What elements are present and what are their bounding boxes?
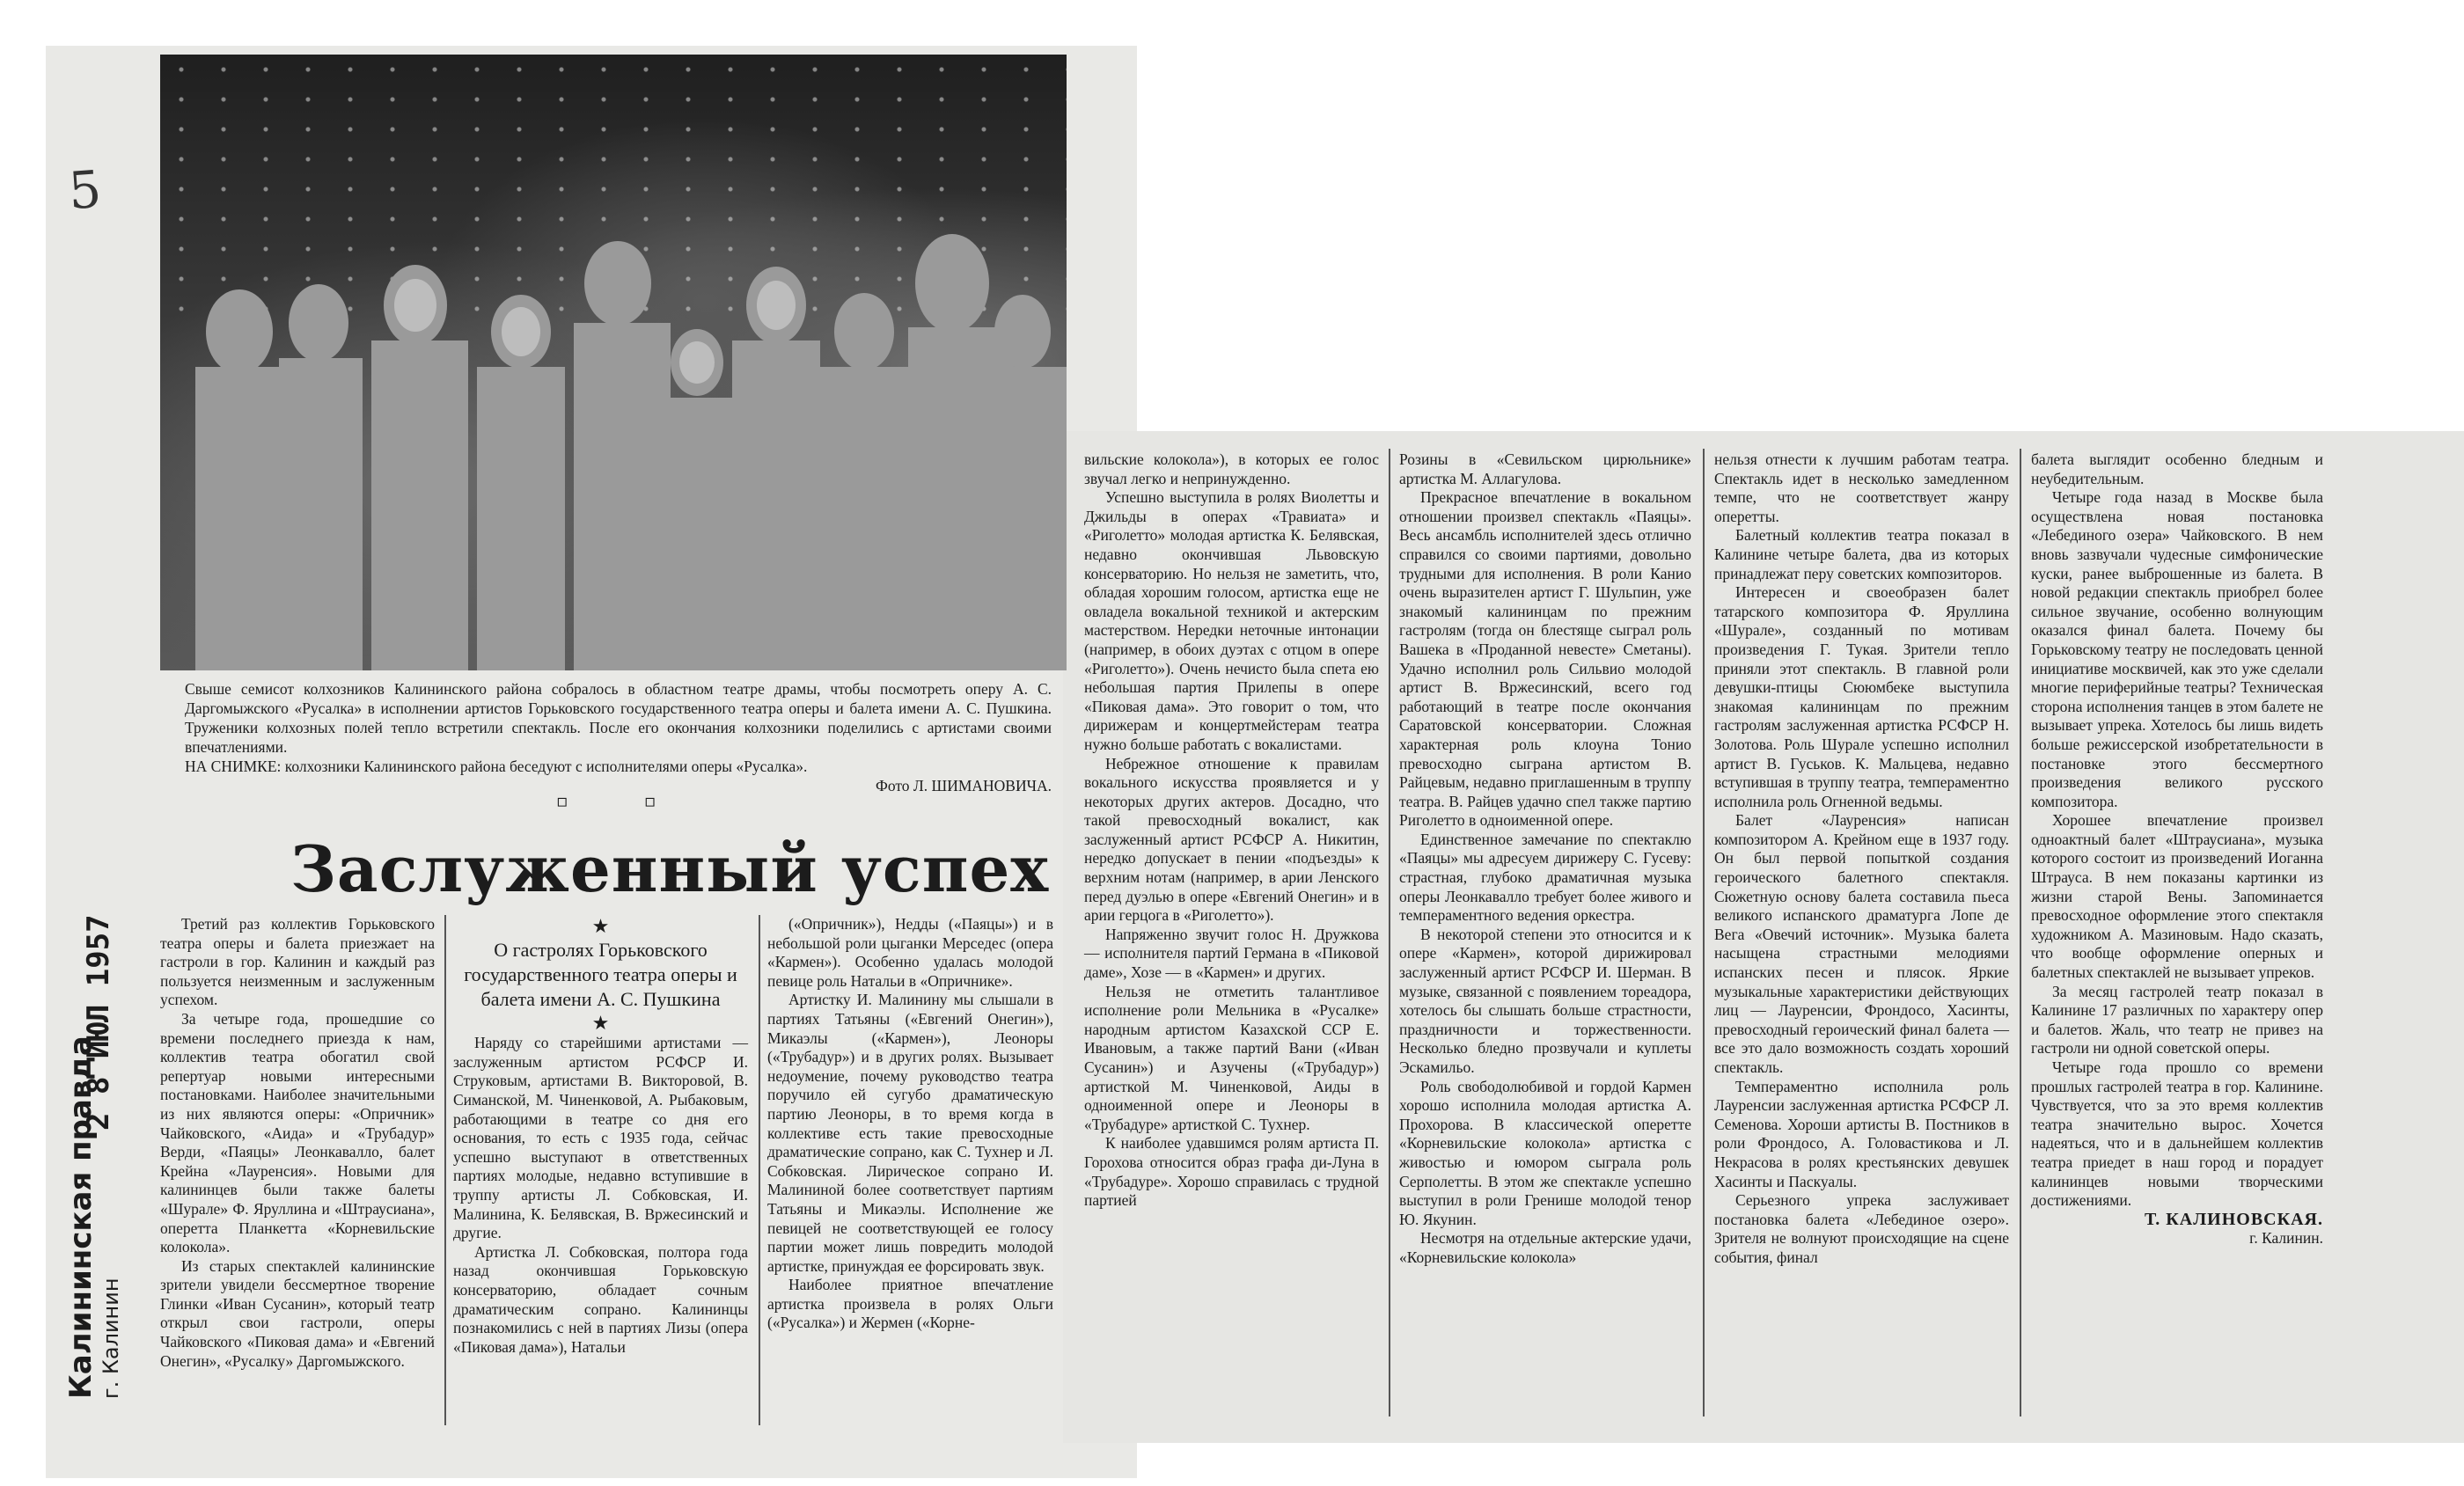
paragraph: Прекрасное впечатление в вокальном отношении произвел спектакль «Паяцы». Весь ансамбль исполнителей здесь отлично справился со своими партиями, довольно трудными для исполнения. В роли Канио очень выразителен артист Г. Шульпин, уже знакомый калининцам по прежним гастролям (тогда он блестяще сыграл роль Вашека в «Проданной невесте» Сметаны). Удачно исполнил роль Сильвио молодой артист В. Вржесинский, всего год работающий в театре после окончания Саратовской консерватории. Сложная характерная роль клоуна Тонио превосходно сыграна артистом В. Райцевым, недавно приглашенным в труппу театра. В. Райцев удачно спел также партию Риголетто в одноименной опере.	[1399, 488, 1691, 830]
caption-photo-label: НА СНИМКЕ: колхозники Калининского района беседуют с исполнителями оперы «Русалка».	[185, 758, 808, 775]
paragraph: Успешно выступила в ролях Виолетты и Джильды в операх «Травиата» и «Риголетто» молодая артистка К. Белявская, недавно окончившая Львовскую консерваторию. Но нельзя не заметить, что, обладая хорошим голосом, артистка еще не овладела вокальной техникой и актерским мастерством. Нередки неточные интонации (например, в обоих дуэтах с отцом в опере «Риголетто»). Очень нечисто была спета ею небольшая партия Прилепы в опере «Пиковая дама». Это говорит о том, что дирижерам и концертмейстерам театра нужно больше работать с вокалистами.	[1084, 488, 1379, 753]
column-divider	[759, 915, 760, 1425]
masthead-paper: Калининская правда	[63, 1036, 99, 1399]
column-2	[453, 915, 748, 1357]
people-silhouettes	[160, 209, 1067, 670]
photo-caption	[185, 679, 1052, 795]
paragraph: За четыре года, прошедшие со времени последнего приезда к нам, коллектив театра обогатил свой репертуар новыми интересными постановками. Наиболее значительными из них являются оперы: «Опричник» Чайковского, «Аида» и «Трубадур» Верди, «Паяцы» Леонкавалло, балет Крейна «Лауренсия». Новыми для калининцев были также балеты «Шурале» Ф. Яруллина и «Штраусиана», оперетта Планкетта «Корневильские колокола».	[160, 1009, 435, 1256]
column-6	[1714, 450, 2009, 1268]
paragraph: Наряду со старейшими артистами — заслуженным артистом РСФСР И. Струковым, артистами В. Викторовой, В. Симанской, М. Чиненковой, А. Рыбаковым, работающими в театре со дня его основания, то есть с 1935 года, сейчас успешно выступают в ответственных партиях молодые, недавно вступившие в труппу артисты Л. Собковская, И. Малинина, К. Белявская, В. Вржесинский и другие.	[453, 1034, 748, 1242]
paragraph: Серьезного упрека заслуживает постановка балета «Лебединое озеро». Зрителя не волнуют происходящие на сцене события, финал	[1714, 1191, 2009, 1266]
paragraph: Хорошее впечатление произвел одноактный балет «Штраусиана», музыка которого состоит из произведений Иоганна Штрауса. В нем показаны картинки из жизни старой Вены. Запоминается превосходное оформление этого спектакля художником А. Мазиновым. Надо сказать, что вообще оформление оперных и балетных спектаклей не вызывает упреков.	[2031, 811, 2323, 982]
paragraph: Розины в «Севильском цирюльнике» артистка М. Аллагулова.	[1399, 450, 1691, 487]
paragraph: Несмотря на отдельные актерские удачи, «Корневильские колокола»	[1399, 1229, 1691, 1266]
paragraph: Артистку И. Малинину мы слышали в партиях Татьяны («Евгений Онегин»), Микаэлы («Кармен»), Леоноры («Трубадур») и в других ролях. Вызывает недоумение, почему руководство театра поручило ей сугубо драматическую партию Леоноры, в то время когда в коллективе есть такие превосходные драматические сопрано, как С. Тухнер и Л. Собковская. Лирическое сопрано И. Малининой более соответствует партиям Татьяны и Микаэлы. Исполнение же певицей не соответствующей ее голосу партии может лишь повредить молодой артистке, принуждая ее форсировать звук.	[767, 991, 1053, 1275]
column-4	[1084, 450, 1379, 1211]
paragraph: Четыре года прошло со времени прошлых гастролей театра в гор. Калинине. Чувствуется, что за это время коллектив театра значительно вырос. Хочется надеяться, что и в дальнейшем коллектив театра приедет в наш город и порадует калининцев новыми творческими достижениями.	[2031, 1058, 2323, 1210]
masthead	[63, 1036, 123, 1399]
paragraph: В некоторой степени это относится и к опере «Кармен», которой дирижировал заслуженный артист РСФСР И. Шерман. В музыке, связанной с появлением тореадора, хотелось бы слышать больше страстности, праздничности и торжественности. Несколько бледно прозвучали и куплеты Эскамильо.	[1399, 925, 1691, 1076]
paragraph: балета выглядит особенно бледным и неубедительным.	[2031, 450, 2323, 487]
paragraph: Четыре года назад в Москве была осуществлена новая постановка «Лебединого озера» Чайковского. В нем вновь зазвучали чудесные симфонические куски, ранее выброшенные из балета. В новой редакции спектакль приобрел более сильное звучание, особенно волнующим оказался финал балета. Почему бы Горьковскому театру не последовать ценной инициативе москвичей, как это уже сделали многие периферийные театры? Техническая сторона исполнения танцев в этом балете не вызывает упрека. Хотелось бы лишь видеть больше режиссерской изобретательности в постановке этого бессмертного произведения великого русского композитора.	[2031, 488, 2323, 810]
paragraph: («Опричник»), Недды («Паяцы») и в небольшой роли цыганки Мерседес (опера «Кармен»). Особенно удалась молодой певице роль Натальи в «Опричнике».	[767, 915, 1053, 990]
paragraph: Балет «Лауренсия» написан композитором А. Крейном еще в 1937 году. Он был первой попыткой создания героического балетного спектакля. Сюжетную основу балета составила пьеса великого испанского драматурга Лопе де Вега «Овечий источник». Музыка балета насыщена страстными мелодиями испанских песен и плясок. Яркие музыкальные характеристики действующих лиц — Лауренсии, Фрондосо, Хасинты, превосходный героический финал балета — все это дало возможность создать хороший спектакль.	[1714, 811, 2009, 1076]
date-stamp: 2 8 ИЮЛ 1957	[81, 914, 116, 1131]
column-divider	[444, 915, 446, 1425]
caption-text: Свыше семисот колхозников Калининского района собралось в областном театре драмы, чтобы посмотреть оперу А. С. Даргомыжского «Русалка» в исполнении артистов Горьковского государственного театра оперы и балета имени А. С. Пушкина. Труженики колхозных полей тепло встретили спектакль. После его окончания колхозники поделились с артистами своими впечатлениями.	[185, 680, 1052, 756]
paragraph: За месяц гастролей театр показал в Калинине 17 различных по характеру опер и балетов. Жаль, что театр не привез на гастроли ни одной советской оперы.	[2031, 982, 2323, 1058]
paragraph: К наиболее удавшимся ролям артиста П. Горохова относится образ графа ди-Луна в «Трубадуре». Хорошо справилась с трудной партией	[1084, 1134, 1379, 1210]
paragraph: Третий раз коллектив Горьковского театра оперы и балета приезжает на гастроли в гор. Калинин и каждый раз пользуется неизменным и заслуженным успехом.	[160, 915, 435, 1009]
paragraph: Единственное замечание по спектаклю «Паяцы» мы адресуем дирижеру С. Гусеву: страстная, глубоко драматичная музыка оперы Леонкавалло требует более живого и темпераментного ведения оркестра.	[1399, 830, 1691, 925]
author-place: г. Калинин.	[2249, 1229, 2323, 1248]
paragraph: Артистка Л. Собковская, полтора года назад окончившая Горьковскую консерваторию, обладает сочным драматическим сопрано. Калининцы познакомились с ней в партиях Лизы (опера «Пиковая дама»), Натальи	[453, 1242, 748, 1356]
column-divider	[1703, 449, 1705, 1416]
paragraph: Наиболее приятное впечатление артистка произвела в ролях Ольги («Русалка») и Жермен («Корне-	[767, 1276, 1053, 1332]
star-ornament: ★	[591, 915, 610, 937]
paragraph: Из старых спектаклей калининские зрители увидели бессмертное творение Глинки «Иван Сусанин», который театр открыл свои гастроли, оперы Чайковского «Пиковая дама» и «Евгений Онегин», «Русалку» Даргомыжского.	[160, 1256, 435, 1370]
photo	[160, 55, 1067, 670]
photo-credit: Фото Л. ШИМАНОВИЧА.	[876, 777, 1052, 794]
paragraph: Роль свободолюбивой и гордой Кармен хорошо исполнила молодая артистка А. Прохорова. В классической оперетте «Корневильские колокола» артистка с живостью и юмором сыграла роль Серполетты. В этом же спектакле успешно выступил в роли Гренише молодой тенор Ю. Якунин.	[1399, 1077, 1691, 1228]
paragraph: Интересен и своеобразен балет татарского композитора Ф. Яруллина «Шурале», созданный по мотивам произведения Г. Тукая. Зрители тепло приняли этот спектакль. В главной роли девушки-птицы Сююмбеке выступила знакомая калининцам по прежним гастролям заслуженная артистка РСФСР Н. Золотова. Роль Шурале успешно исполнил артист В. Гуськов. К. Мальцева, недавно вступившая в труппу театра, темпераментно исполнила роль Огненной ведьмы.	[1714, 583, 2009, 810]
paragraph: Балетный коллектив театра показал в Калинине четыре балета, два из которых принадлежат перу советских композиторов.	[1714, 526, 2009, 582]
article-subhead: О гастролях Горьковского государственного театра оперы и балета имени А. С. Пушкина	[464, 938, 737, 1010]
author-signature: Т. КАЛИНОВСКАЯ.	[2144, 1209, 2323, 1229]
paragraph: вильские колокола»), в которых ее голос звучал легко и непринужденно.	[1084, 450, 1379, 487]
paragraph: нельзя отнести к лучшим работам театра. Спектакль идет в несколько замедленном темпе, что не соответствует жанру оперетты.	[1714, 450, 2009, 525]
masthead-city: г. Калинин	[99, 1277, 123, 1399]
column-5	[1399, 450, 1691, 1268]
column-1	[160, 915, 435, 1371]
column-divider	[2020, 449, 2021, 1416]
paragraph: Напряженно звучит голос Н. Дружкова — исполнителя партий Германа в «Пиковой даме», Хозе — в «Кармен» и других.	[1084, 925, 1379, 982]
column-divider	[1389, 449, 1390, 1416]
ornament: ▫ ▫	[556, 790, 692, 811]
star-ornament: ★	[591, 1011, 610, 1034]
handwritten-number: 5	[66, 158, 104, 222]
paragraph: Темпераментно исполнила роль Лауренсии заслуженная артистка РСФСР Л. Семенова. Хороши артисты В. Постников в роли Фрондосо, А. Головастикова и Л. Некрасова в ролях крестьянских девушек Хасинты и Паскуалы.	[1714, 1077, 2009, 1190]
paragraph: Нельзя не отметить талантливое исполнение роли Мельника в «Русалке» народным артистом Казахской ССР Е. Ивановым, а также партий Вани («Иван Сусанин») и Азучены («Трубадур») артисткой М. Чиненковой, Аиды в одноименной опере и Леоноры в «Трубадуре» артисткой С. Тухнер.	[1084, 982, 1379, 1133]
article-headline: Заслуженный успех	[290, 831, 1050, 906]
column-3	[767, 915, 1053, 1333]
column-7	[2031, 450, 2323, 1248]
paragraph: Небрежное отношение к правилам вокального искусства проявляется и у некоторых других актеров. Досадно, что такой превосходный вокалист, как заслуженный артист РСФСР А. Никитин, нередко допускает в пении «подъезды» к верхним нотам (например, в арии Ленского перед дуэлью в опере «Евгений Онегин» и в арии герцога в «Риголетто»).	[1084, 754, 1379, 925]
